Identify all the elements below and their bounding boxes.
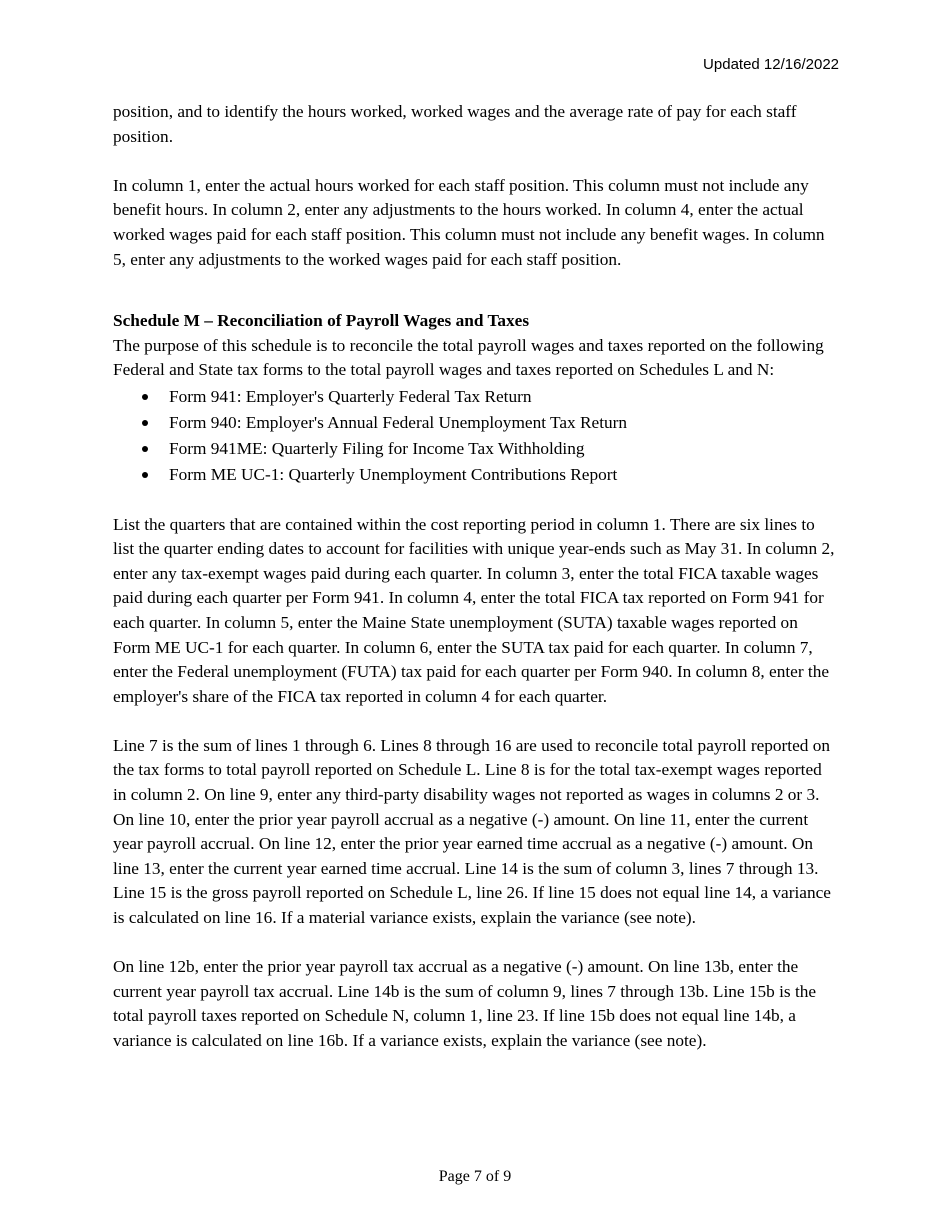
section-title-schedule-m: Schedule M – Reconciliation of Payroll Wages and Taxes (113, 311, 530, 331)
paragraph-reconciliation-lines: Line 7 is the sum of lines 1 through 6. Lines 8 through 16 are used to reconcile total payroll reported on the tax forms to total payroll reported on Schedule L. Line 8 is for the total tax-exempt wages reported in column 2. On line 9, enter any third-party disability wages not reported as wages in columns 2 or 3. On line 10, enter the prior year payroll accrual as a negative (-) amount. On line 11, enter the current year payroll accrual. On line 12, enter the prior year earned time accrual as a negative (-) amount. On line 13, enter the current year earned time accrual. Line 14 is the sum of column 3, lines 7 through 13. Line 15 is the gross payroll reported on Schedule L, line 26. If line 15 does not equal line 14, a variance is calculated on line 16. If a material variance exists, explain the variance (see note). (113, 735, 831, 928)
list-item: Form 941: Employer's Quarterly Federal Tax Return (140, 384, 837, 410)
updated-date: Updated 12/16/2022 (703, 56, 839, 73)
list-item: Form 940: Employer's Annual Federal Unemployment Tax Return (140, 410, 837, 436)
paragraph-schedule-m-purpose: The purpose of this schedule is to reconcile the total payroll wages and taxes reported on the following Federal and State tax forms to the total payroll wages and taxes reported on Schedules L and N: (113, 335, 824, 380)
list-item: Form ME UC-1: Quarterly Unemployment Contributions Report (140, 462, 837, 488)
paragraph-staff-position: position, and to identify the hours worked, worked wages and the average rate of pay for each staff position. (113, 102, 797, 146)
list-item: Form 941ME: Quarterly Filing for Income Tax Withholding (140, 436, 837, 462)
paragraph-payroll-tax-lines: On line 12b, enter the prior year payroll tax accrual as a negative (-) amount. On line 13b, enter the current year payroll tax accrual. Line 14b is the sum of column 9, lines 7 through 13b. Line 15b is the total payroll taxes reported on Schedule N, column 1, line 23. If line 15b does not equal line 14b, a variance is calculated on line 16b. If a variance exists, explain the variance (see note). (113, 957, 817, 1050)
tax-forms-list (113, 384, 837, 488)
document-body (113, 100, 837, 1054)
page-number: Page 7 of 9 (438, 1168, 512, 1185)
paragraph-quarters-columns: List the quarters that are contained within the cost reporting period in column 1. There are six lines to list the quarter ending dates to account for facilities with unique year-ends such as May 31. In column 2, enter any tax-exempt wages paid during each quarter. In column 3, enter the total FICA taxable wages paid during each quarter per Form 941. In column 4, enter the total FICA tax reported on Form 941 for each quarter. In column 5, enter the Maine State unemployment (SUTA) taxable wages reported on Form ME UC-1 for each quarter. In column 6, enter the SUTA tax paid for each quarter. In column 7, enter the Federal unemployment (FUTA) tax paid for each quarter per Form 940. In column 8, enter the employer's share of the FICA tax reported in column 4 for each quarter. (113, 514, 835, 706)
paragraph-columns-hours-wages: In column 1, enter the actual hours worked for each staff position. This column must not include any benefit hours. In column 2, enter any adjustments to the hours worked. In column 4, enter the actual worked wages paid for each staff position. This column must not include any benefit wages. In column 5, enter any adjustments to the worked wages paid for each staff position. (113, 175, 825, 269)
